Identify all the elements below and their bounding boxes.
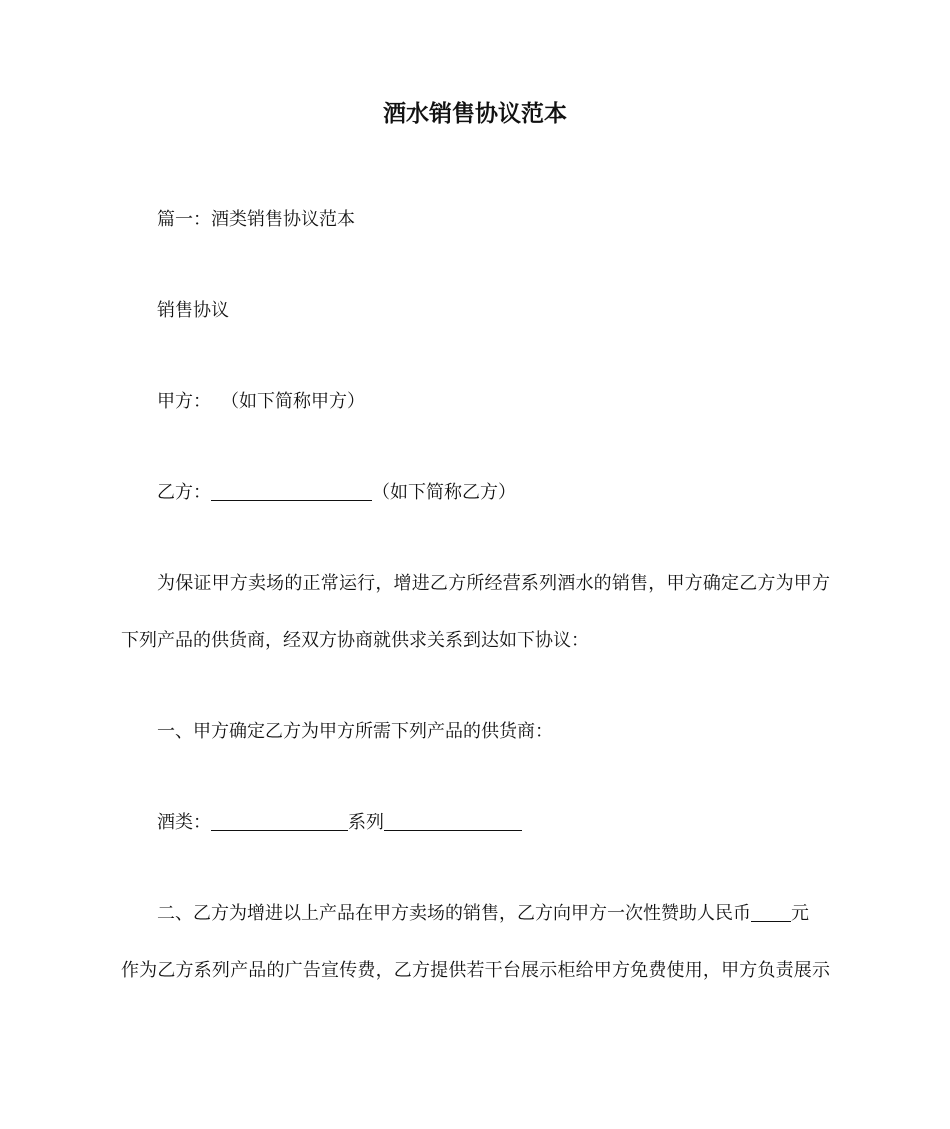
- clause-2-start: 二、乙方为增进以上产品在甲方卖场的销售，乙方向甲方一次性赞助人民币: [157, 903, 751, 924]
- clause-1: 一、甲方确定乙方为甲方所需下列产品的供货商：: [157, 721, 553, 742]
- party-b-blank: [211, 482, 372, 501]
- intro-line-1: 为保证甲方卖场的正常运行，增进乙方所经营系列酒水的销售，甲方确定乙方为甲方: [157, 573, 830, 594]
- amount-blank: [751, 903, 791, 922]
- series-label: 系列: [348, 812, 384, 833]
- clause-2-yuan: 元: [791, 903, 809, 924]
- party-a-note: （如下简称甲方）: [221, 391, 365, 412]
- agreement-name: 销售协议: [157, 300, 229, 321]
- party-a-line: [157, 389, 365, 415]
- clause-2-line-1: [157, 901, 830, 927]
- clause-2-line-2: 作为乙方系列产品的广告宣传费，乙方提供若干台展示柜给甲方免费使用，甲方负责展示: [121, 960, 830, 981]
- party-b-note: （如下简称乙方）: [372, 482, 516, 503]
- section-heading: 篇一：酒类销售协议范本: [157, 209, 355, 230]
- wine-type-line: [157, 810, 522, 836]
- series-blank: [384, 812, 522, 831]
- wine-type-label: 酒类：: [157, 812, 211, 833]
- party-a-label: 甲方：: [157, 391, 211, 412]
- wine-type-blank: [211, 812, 348, 831]
- party-b-line: [157, 480, 516, 506]
- party-b-label: 乙方：: [157, 482, 211, 503]
- intro-line-2: 下列产品的供货商，经双方协商就供求关系到达如下协议：: [121, 630, 589, 651]
- document-title: 酒水销售协议范本: [383, 101, 567, 127]
